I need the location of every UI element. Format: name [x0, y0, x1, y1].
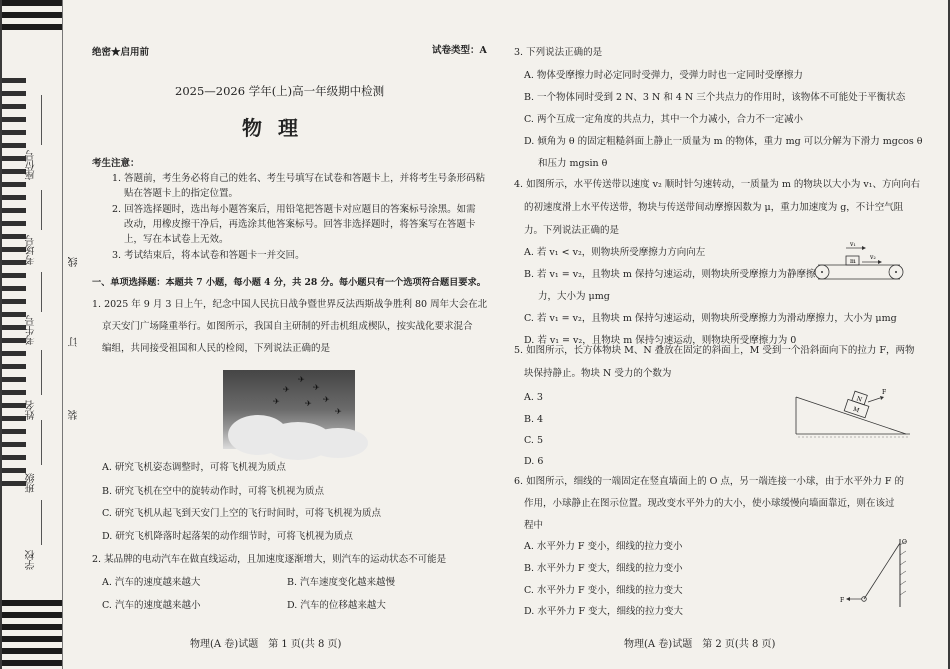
margin-label-seat: 座位号 — [26, 150, 37, 180]
binding-stripe-top — [2, 0, 62, 30]
q6-option: B. 水平外力 F 变大，细线的拉力变小 — [524, 563, 683, 574]
binding-stripe-side — [2, 78, 26, 490]
q6-stem-line: 程中 — [524, 520, 544, 531]
jet-icon: ✈ — [305, 399, 312, 408]
q5-stem-line: 块保持静止。物块 N 受力的个数为 — [524, 368, 672, 379]
cut-label-bind: 订 — [69, 337, 80, 347]
jet-icon: ✈ — [298, 375, 305, 384]
q5-option: D. 6 — [524, 456, 544, 467]
q5-label-m: M — [852, 405, 861, 415]
notice-line: 上，写在本试卷上无效。 — [124, 234, 229, 245]
q3-option: D. 倾角为 θ 的固定粗糙斜面上静止一质量为 m 的物体，重力 mg 可以分解为下滑力 mgcos θ — [524, 136, 923, 147]
margin-label-examno: 考生号 — [26, 315, 37, 345]
q3-stem: 3. 下列说法正确的是 — [514, 47, 603, 58]
q6-option: D. 水平外力 F 变大，细线的拉力变大 — [524, 606, 683, 617]
page-footer: 物理(A 卷)试题 第 1 页(共 8 页) — [190, 639, 342, 650]
q4-stem-line: 力。下列说法正确的是 — [524, 225, 620, 236]
q4-conveyor-figure — [810, 238, 910, 284]
q6-option: C. 水平外力 F 变小，细线的拉力变大 — [524, 585, 683, 596]
paper-type: 试卷类型：A — [432, 45, 487, 56]
q4-option: B. 若 v₁ = v₂，且物块 m 保持匀速运动，则物块所受摩擦力为静摩擦 — [524, 269, 816, 280]
section-heading: 一、单项选择题：本题共 7 小题，每小题 4 分，共 28 分。每小题只有一个选项符合题目要求。 — [92, 277, 486, 288]
q5-stem-line: 5. 如图所示，长方体物块 M、N 叠放在固定的斜面上，M 受到一个沿斜面向下的拉力 F，两物 — [514, 345, 915, 356]
notice-title: 考生注意： — [92, 158, 140, 169]
q4-label-m: m — [850, 258, 856, 265]
notice-line: 2. 回答选择题时，选出每小题答案后，用铅笔把答题卡对应题目的答案标号涂黑。如需 — [112, 204, 476, 215]
q6-wall-figure — [840, 535, 910, 610]
exam-title: 2025—2026 学年(上)高一年级期中检测 — [175, 84, 385, 98]
page-footer: 物理(A 卷)试题 第 2 页(共 8 页) — [624, 639, 776, 650]
q1-stem-line: 京天安门广场隆重举行。如图所示，我国自主研制的歼击机组成楔队，按实战化要求混合 — [102, 321, 473, 332]
q4-option-cont: 力，大小为 μmg — [538, 291, 610, 302]
confidential-mark: 绝密★启用前 — [92, 47, 150, 58]
q1-option: D. 研究飞机降落时起落架的动作细节时，可将飞机视为质点 — [102, 531, 353, 542]
margin-label-school: 学校 — [26, 550, 37, 570]
jet-icon: ✈ — [323, 395, 330, 404]
notice-line: 改动，用橡皮擦干净后，再选涂其他答案标号。回答非选择题时，将答案写在答题卡 — [124, 219, 476, 230]
q5-option: A. 3 — [524, 392, 543, 403]
q3-option: A. 物体受摩擦力时必定同时受弹力，受弹力时也一定同时受摩擦力 — [524, 70, 803, 81]
q1-option: A. 研究飞机姿态调整时，可将飞机视为质点 — [102, 462, 286, 473]
notice-line: 1. 答题前，考生务必将自己的姓名、考生号填写在试卷和答题卡上，并将考生号条形码粘 — [112, 173, 486, 184]
binding-line — [62, 0, 83, 669]
binding-stripe-bottom — [2, 600, 62, 669]
jet-icon: ✈ — [273, 397, 280, 406]
margin-label-room: 考场号 — [26, 235, 37, 265]
notice-line: 贴在答题卡上的指定位置。 — [124, 188, 239, 199]
q5-incline-figure — [794, 380, 914, 442]
q2-option: C. 汽车的速度越来越小 — [102, 600, 201, 611]
jet-icon: ✈ — [283, 385, 290, 394]
q5-label-n: N — [855, 395, 863, 404]
margin-label-name: 姓名 — [26, 400, 37, 420]
q1-option: B. 研究飞机在空中的旋转动作时，可将飞机视为质点 — [102, 486, 325, 497]
q6-label-o: O — [902, 539, 907, 546]
q2-option: D. 汽车的位移越来越大 — [287, 600, 386, 611]
q4-option: C. 若 v₁ = v₂，且物块 m 保持匀速运动，则物块所受摩擦力为滑动摩擦力，大小为 μmg — [524, 313, 897, 324]
cut-label-pack: 装 — [69, 410, 80, 420]
q4-label-v1: v₁ — [850, 241, 856, 248]
exam-sheet — [2, 0, 948, 669]
q6-label-f: F — [840, 597, 845, 604]
q6-stem-line: 6. 如图所示，细线的一端固定在竖直墙面上的 O 点，另一端连接一小球，由于水平外力 F 的 — [514, 476, 905, 487]
q4-stem-line: 的初速度滑上水平传送带，物块与传送带间动摩擦因数为 μ，重力加速度为 g，不计空气阻 — [524, 202, 904, 213]
q3-option: C. 两个互成一定角度的共点力，其中一个力减小，合力不一定减小 — [524, 114, 803, 125]
q1-option: C. 研究飞机从起飞到天安门上空的飞行时间时，可将飞机视为质点 — [102, 508, 381, 519]
q4-option: D. 若 v₁ = v₂，且物块 m 保持匀速运动，则物块所受摩擦力为 0 — [524, 335, 797, 346]
q2-option: A. 汽车的速度越来越大 — [102, 577, 201, 588]
jet-icon: ✈ — [313, 383, 320, 392]
q5-option: C. 5 — [524, 435, 544, 446]
q1-stem-line: 编组，共同接受祖国和人民的检阅，下列说法正确的是 — [102, 343, 331, 354]
q4-label-v2: v₂ — [870, 254, 876, 261]
margin-label-class: 班级 — [26, 473, 37, 493]
q1-stem-line: 1. 2025 年 9 月 3 日上午，纪念中国人民抗日战争暨世界反法西斯战争胜利 80 周年大会在北 — [92, 299, 488, 310]
q6-option: A. 水平外力 F 变小，细线的拉力变小 — [524, 541, 683, 552]
q5-label-f: F — [882, 389, 887, 396]
q6-stem-line: 作用，小球静止在图示位置。现改变水平外力的大小，使小球缓慢向墙面靠近，则在该过 — [524, 498, 895, 509]
q1-photo-jets — [223, 370, 355, 449]
notice-line: 3. 考试结束后，将本试卷和答题卡一并交回。 — [112, 250, 305, 261]
subject-title: 物理 — [242, 116, 314, 140]
q4-stem-line: 4. 如图所示，水平传送带以速度 v₂ 顺时针匀速转动，一质量为 m 的物块以大小为 v₁、方向向右 — [514, 179, 921, 190]
q5-option: B. 4 — [524, 414, 544, 425]
q2-option: B. 汽车速度变化越来越慢 — [287, 577, 396, 588]
cut-label-line: 线 — [69, 257, 80, 267]
q2-stem: 2. 某品牌的电动汽车在做直线运动，且加速度逐渐增大，则汽车的运动状态不可能是 — [92, 554, 447, 565]
jet-icon: ✈ — [335, 407, 342, 416]
q3-option: B. 一个物体同时受到 2 N、3 N 和 4 N 三个共点力的作用时，该物体不可能处于平衡状态 — [524, 92, 906, 103]
q4-option: A. 若 v₁ < v₂，则物块所受摩擦力方向向左 — [524, 247, 706, 258]
q3-option-cont: 和压力 mgsin θ — [538, 158, 608, 169]
